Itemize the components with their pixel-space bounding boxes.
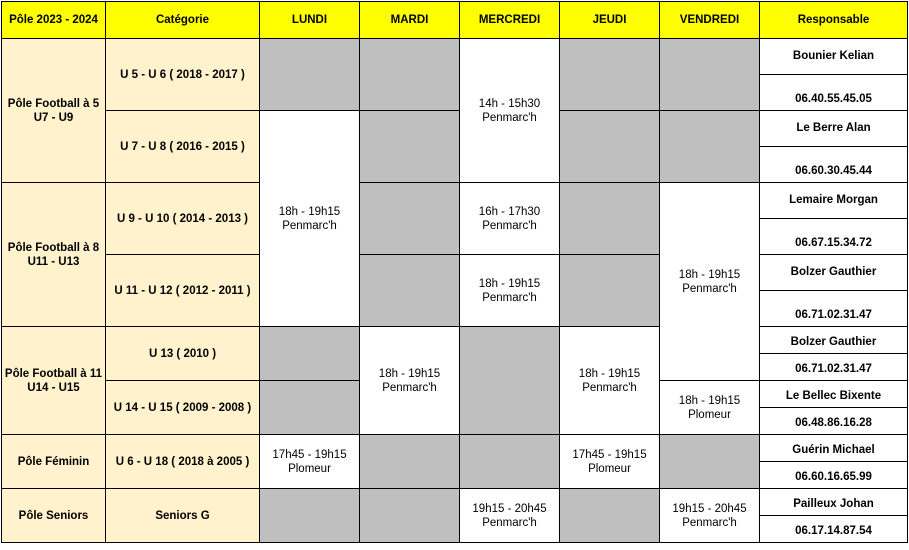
mardi-no-training <box>360 183 460 255</box>
responsable-name: Pailleux Johan <box>760 489 908 516</box>
table-row <box>2 327 908 354</box>
responsable-name: Bolzer Gauthier <box>760 327 908 354</box>
mardi-no-training <box>360 489 460 543</box>
mardi-slot-foot11: 18h - 19h15 Penmarc'h <box>360 327 460 435</box>
responsable-name: Bounier Kelian <box>760 39 908 75</box>
table-row <box>2 39 908 75</box>
mardi-no-training <box>360 435 460 489</box>
vendredi-no-training <box>660 111 760 183</box>
pole-foot5: Pôle Football à 5 U7 - U9 <box>2 39 106 183</box>
category-u7-u8: U 7 - U 8 ( 2016 - 2015 ) <box>106 111 260 183</box>
mardi-no-training <box>360 255 460 327</box>
jeudi-no-training <box>560 39 660 111</box>
lundi-slot-feminin: 17h45 - 19h15 Plomeur <box>260 435 360 489</box>
lundi-no-training <box>260 39 360 111</box>
training-schedule-table <box>1 1 908 543</box>
category-u14-u15: U 14 - U 15 ( 2009 - 2008 ) <box>106 381 260 435</box>
responsable-phone: 06.40.55.45.05 <box>760 75 908 111</box>
table-row <box>2 255 908 291</box>
jeudi-no-training <box>560 183 660 255</box>
lundi-slot-u7-u12: 18h - 19h15 Penmarc'h <box>260 111 360 327</box>
header-row <box>2 2 908 39</box>
table-row <box>2 183 908 219</box>
vendredi-slot-u14-u15: 18h - 19h15 Plomeur <box>660 381 760 435</box>
lundi-no-training <box>260 327 360 381</box>
responsable-phone: 06.60.16.65.99 <box>760 462 908 489</box>
mercredi-no-training <box>460 435 560 489</box>
category-u9-u10: U 9 - U 10 ( 2014 - 2013 ) <box>106 183 260 255</box>
vendredi-slot-u9-u13: 18h - 19h15 Penmarc'h <box>660 183 760 381</box>
table-row <box>2 489 908 516</box>
mercredi-slot-u11-u12: 18h - 19h15 Penmarc'h <box>460 255 560 327</box>
category-u6-u18: U 6 - U 18 ( 2018 à 2005 ) <box>106 435 260 489</box>
mardi-no-training <box>360 111 460 183</box>
responsable-phone: 06.17.14.87.54 <box>760 516 908 543</box>
header-responsable: Responsable <box>760 2 908 39</box>
category-seniors: Seniors G <box>106 489 260 543</box>
mercredi-slot-u9-u10: 16h - 17h30 Penmarc'h <box>460 183 560 255</box>
responsable-phone: 06.71.02.31.47 <box>760 354 908 381</box>
responsable-name: Lemaire Morgan <box>760 183 908 219</box>
header-vendredi: VENDREDI <box>660 2 760 39</box>
responsable-name: Le Berre Alan <box>760 111 908 147</box>
category-u11-u12: U 11 - U 12 ( 2012 - 2011 ) <box>106 255 260 327</box>
responsable-phone: 06.67.15.34.72 <box>760 219 908 255</box>
responsable-name: Guérin Michael <box>760 435 908 462</box>
mercredi-slot-seniors: 19h15 - 20h45 Penmarc'h <box>460 489 560 543</box>
jeudi-no-training <box>560 111 660 183</box>
mercredi-slot-foot5: 14h - 15h30 Penmarc'h <box>460 39 560 183</box>
pole-feminin: Pôle Féminin <box>2 435 106 489</box>
header-jeudi: JEUDI <box>560 2 660 39</box>
category-u5-u6: U 5 - U 6 ( 2018 - 2017 ) <box>106 39 260 111</box>
vendredi-no-training <box>660 39 760 111</box>
pole-foot8: Pôle Football à 8 U11 - U13 <box>2 183 106 327</box>
jeudi-no-training <box>560 255 660 327</box>
responsable-name: Bolzer Gauthier <box>760 255 908 291</box>
lundi-no-training <box>260 381 360 435</box>
vendredi-no-training <box>660 435 760 489</box>
vendredi-slot-seniors: 19h15 - 20h45 Penmarc'h <box>660 489 760 543</box>
header-mardi: MARDI <box>360 2 460 39</box>
responsable-phone: 06.60.30.45.44 <box>760 147 908 183</box>
table-row <box>2 435 908 462</box>
mercredi-no-training <box>460 327 560 435</box>
lundi-no-training <box>260 489 360 543</box>
mardi-no-training <box>360 39 460 111</box>
header-lundi: LUNDI <box>260 2 360 39</box>
responsable-phone: 06.71.02.31.47 <box>760 291 908 327</box>
header-mercredi: MERCREDI <box>460 2 560 39</box>
table-row <box>2 111 908 147</box>
jeudi-no-training <box>560 489 660 543</box>
jeudi-slot-foot11: 18h - 19h15 Penmarc'h <box>560 327 660 435</box>
jeudi-slot-feminin: 17h45 - 19h15 Plomeur <box>560 435 660 489</box>
pole-seniors: Pôle Seniors <box>2 489 106 543</box>
category-u13: U 13 ( 2010 ) <box>106 327 260 381</box>
responsable-name: Le Bellec Bixente <box>760 381 908 408</box>
pole-foot11: Pôle Football à 11 U14 - U15 <box>2 327 106 435</box>
header-pole: Pôle 2023 - 2024 <box>2 2 106 39</box>
header-categorie: Catégorie <box>106 2 260 39</box>
responsable-phone: 06.48.86.16.28 <box>760 408 908 435</box>
